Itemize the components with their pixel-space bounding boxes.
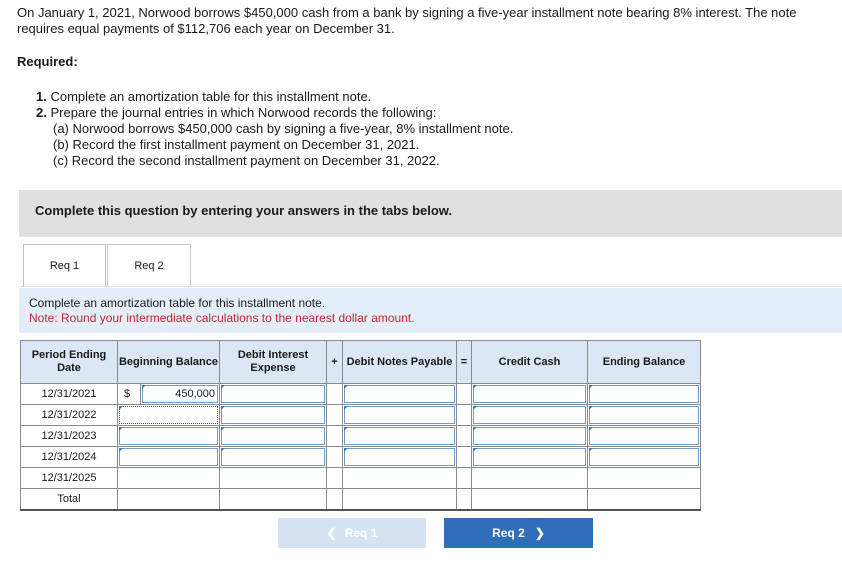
beginning-balance-input[interactable]	[119, 448, 218, 466]
prev-req-button[interactable]	[278, 518, 426, 548]
period-date: 12/31/2023	[21, 426, 118, 447]
notes-payable-input[interactable]	[344, 385, 455, 403]
ending-balance-input[interactable]	[589, 385, 699, 403]
chevron-left-icon: ❮	[326, 526, 337, 540]
req-text: Prepare the journal entries in which Norwood records the following:	[50, 105, 437, 120]
header-period-ending-date: Period Ending Date	[21, 341, 118, 384]
header-equals: =	[457, 341, 472, 384]
tab-divider	[19, 286, 842, 287]
instruction-panel	[19, 288, 842, 333]
notes-payable-input[interactable]	[344, 448, 455, 466]
rounding-note: Note: Round your intermediate calculations to the nearest dollar amount.	[29, 311, 415, 325]
interest-expense-input[interactable]	[221, 385, 325, 403]
beginning-balance-input[interactable]: 450,000	[142, 385, 218, 403]
table-row	[21, 447, 701, 468]
req-number: 2.	[36, 105, 47, 120]
interest-expense-input[interactable]	[221, 448, 325, 466]
req-sub-b: (b) Record the first installment payment on December 31, 2021.	[53, 137, 420, 152]
period-date: 12/31/2021	[21, 384, 118, 405]
table-total-row	[21, 489, 701, 511]
header-interest-expense: Debit Interest Expense	[220, 341, 327, 384]
tab-req-1[interactable]: Req 1	[23, 244, 106, 287]
interest-expense-input[interactable]	[221, 427, 325, 445]
ending-balance-input[interactable]	[589, 448, 699, 466]
header-ending-balance: Ending Balance	[588, 341, 701, 384]
total-label: Total	[21, 489, 118, 511]
next-req-label: Req 2	[492, 526, 525, 540]
amortization-table	[20, 340, 701, 511]
instruction-text: Complete an amortization table for this installment note.	[29, 296, 326, 310]
required-label: Required:	[17, 54, 78, 69]
req-text: Complete an amortization table for this installment note.	[50, 89, 372, 104]
period-date: 12/31/2024	[21, 447, 118, 468]
credit-cash-input[interactable]	[473, 385, 586, 403]
req-sub-c: (c) Record the second installment payment on December 31, 2022.	[53, 153, 440, 168]
currency-symbol: $	[118, 384, 141, 405]
banner-text: Complete this question by entering your answers in the tabs below.	[35, 203, 453, 218]
credit-cash-input[interactable]	[473, 427, 586, 445]
period-date: 12/31/2022	[21, 405, 118, 426]
problem-intro: On January 1, 2021, Norwood borrows $450,000 cash from a bank by signing a five-year installment note bearing 8% interest. The note requires equal payments of $112,706 each year on December 31.	[17, 5, 797, 36]
header-beginning-balance: Beginning Balance	[118, 341, 220, 384]
credit-cash-input[interactable]	[473, 406, 586, 424]
header-credit-cash: Credit Cash	[472, 341, 588, 384]
credit-cash-input[interactable]	[473, 448, 586, 466]
requirements-list	[36, 89, 513, 169]
prev-req-label: Req 1	[344, 526, 378, 540]
beginning-balance-input[interactable]	[119, 406, 218, 424]
table-row	[21, 384, 701, 405]
table-row	[21, 468, 701, 489]
table-row	[21, 405, 701, 426]
notes-payable-input[interactable]	[344, 427, 455, 445]
next-req-button[interactable]	[444, 518, 593, 548]
table-header-row	[21, 341, 701, 384]
tab-req-2[interactable]: Req 2	[107, 244, 191, 287]
req-sub-a: (a) Norwood borrows $450,000 cash by signing a five-year, 8% installment note.	[53, 121, 514, 136]
req-number: 1.	[36, 89, 47, 104]
beginning-balance-input[interactable]	[119, 427, 218, 445]
period-date: 12/31/2025	[21, 468, 118, 489]
ending-balance-input[interactable]	[589, 427, 699, 445]
table-row	[21, 426, 701, 447]
instructions-banner	[19, 190, 842, 237]
ending-balance-input[interactable]	[589, 406, 699, 424]
chevron-right-icon: ❯	[534, 526, 545, 540]
interest-expense-input[interactable]	[221, 406, 325, 424]
notes-payable-input[interactable]	[344, 406, 455, 424]
header-notes-payable: Debit Notes Payable	[343, 341, 457, 384]
header-plus: +	[327, 341, 343, 384]
